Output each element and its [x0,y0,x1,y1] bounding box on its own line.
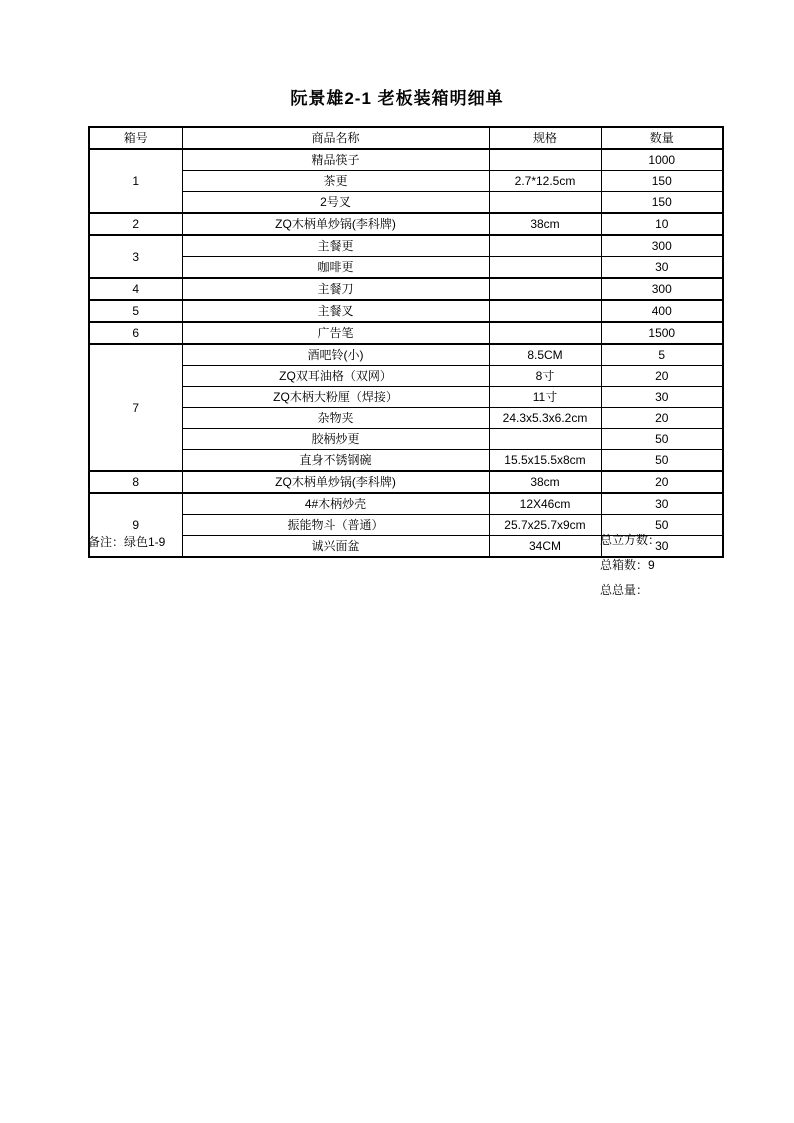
product-name-cell: ZQ木柄大粉厘（焊接） [182,387,489,408]
table-row [89,408,723,429]
spec-cell: 12X46cm [489,493,601,515]
quantity-cell: 20 [601,471,723,493]
table-row [89,493,723,515]
box-number-cell: 3 [89,235,182,278]
spec-cell [489,192,601,214]
table-row [89,450,723,472]
total-cubic-label: 总立方数： [600,533,661,547]
product-name-cell: 胶柄炒更 [182,429,489,450]
product-name-cell: 广告笔 [182,322,489,344]
spec-cell: 25.7x25.7x9cm [489,515,601,536]
box-number-cell: 4 [89,278,182,300]
col-header-box-number: 箱号 [89,127,182,149]
spec-cell: 24.3x5.3x6.2cm [489,408,601,429]
spec-cell [489,322,601,344]
product-name-cell: 主餐刀 [182,278,489,300]
table-row [89,387,723,408]
spec-cell [489,257,601,279]
spec-cell: 15.5x15.5x8cm [489,450,601,472]
quantity-cell: 30 [601,387,723,408]
box-number-cell: 1 [89,149,182,213]
col-header-product-name: 商品名称 [182,127,489,149]
table-row [89,471,723,493]
spec-cell: 8寸 [489,366,601,387]
total-boxes-label: 总箱数：9 [600,558,655,572]
table-row [89,149,723,171]
table-row [89,192,723,214]
product-name-cell: 精品筷子 [182,149,489,171]
quantity-cell: 50 [601,515,723,536]
product-name-cell: 杂物夹 [182,408,489,429]
quantity-cell: 400 [601,300,723,322]
col-header-quantity: 数量 [601,127,723,149]
spec-cell [489,429,601,450]
product-name-cell: 咖啡更 [182,257,489,279]
table-row [89,344,723,366]
product-name-cell: 直身不锈钢碗 [182,450,489,472]
product-name-cell: 2号叉 [182,192,489,214]
table-body [89,149,723,557]
spec-cell: 38cm [489,213,601,235]
table-row [89,278,723,300]
quantity-cell: 10 [601,213,723,235]
remark-note: 备注：绿色1-9 [88,535,166,549]
col-header-spec: 规格 [489,127,601,149]
product-name-cell: 主餐叉 [182,300,489,322]
quantity-cell: 300 [601,235,723,257]
packing-list-table [88,126,724,558]
spec-cell: 2.7*12.5cm [489,171,601,192]
total-amount-label: 总总量： [600,583,649,597]
spec-cell: 8.5CM [489,344,601,366]
spec-cell [489,300,601,322]
box-number-cell: 2 [89,213,182,235]
spec-cell: 11寸 [489,387,601,408]
spec-cell: 34CM [489,536,601,558]
quantity-cell: 300 [601,278,723,300]
table-row [89,429,723,450]
table-row [89,257,723,279]
quantity-cell: 150 [601,171,723,192]
quantity-cell: 20 [601,408,723,429]
page-title: 阮景雄2-1 老板装箱明细单 [290,89,504,108]
quantity-cell: 150 [601,192,723,214]
box-number-cell: 6 [89,322,182,344]
table-header-row [89,127,723,149]
table-row [89,366,723,387]
spec-cell: 38cm [489,471,601,493]
table-row [89,322,723,344]
spec-cell [489,278,601,300]
product-name-cell: 主餐更 [182,235,489,257]
product-name-cell: 茶更 [182,171,489,192]
box-number-cell: 5 [89,300,182,322]
product-name-cell: 4#木柄炒壳 [182,493,489,515]
table-row [89,235,723,257]
table-row [89,171,723,192]
quantity-cell: 50 [601,450,723,472]
product-name-cell: ZQ木柄单炒锅(李科牌) [182,213,489,235]
box-number-cell: 9 [89,493,182,557]
table-row [89,300,723,322]
quantity-cell: 50 [601,429,723,450]
product-name-cell: 酒吧铃(小) [182,344,489,366]
box-number-cell: 7 [89,344,182,471]
quantity-cell: 30 [601,536,723,558]
quantity-cell: 1000 [601,149,723,171]
product-name-cell: 诚兴面盆 [182,536,489,558]
quantity-cell: 20 [601,366,723,387]
quantity-cell: 30 [601,493,723,515]
table-row [89,213,723,235]
box-number-cell: 8 [89,471,182,493]
product-name-cell: ZQ木柄单炒锅(李科牌) [182,471,489,493]
spec-cell [489,149,601,171]
totals-block [600,533,660,608]
product-name-cell: 振能物斗（普通） [182,515,489,536]
quantity-cell: 5 [601,344,723,366]
quantity-cell: 30 [601,257,723,279]
spec-cell [489,235,601,257]
product-name-cell: ZQ双耳油格（双网） [182,366,489,387]
quantity-cell: 1500 [601,322,723,344]
